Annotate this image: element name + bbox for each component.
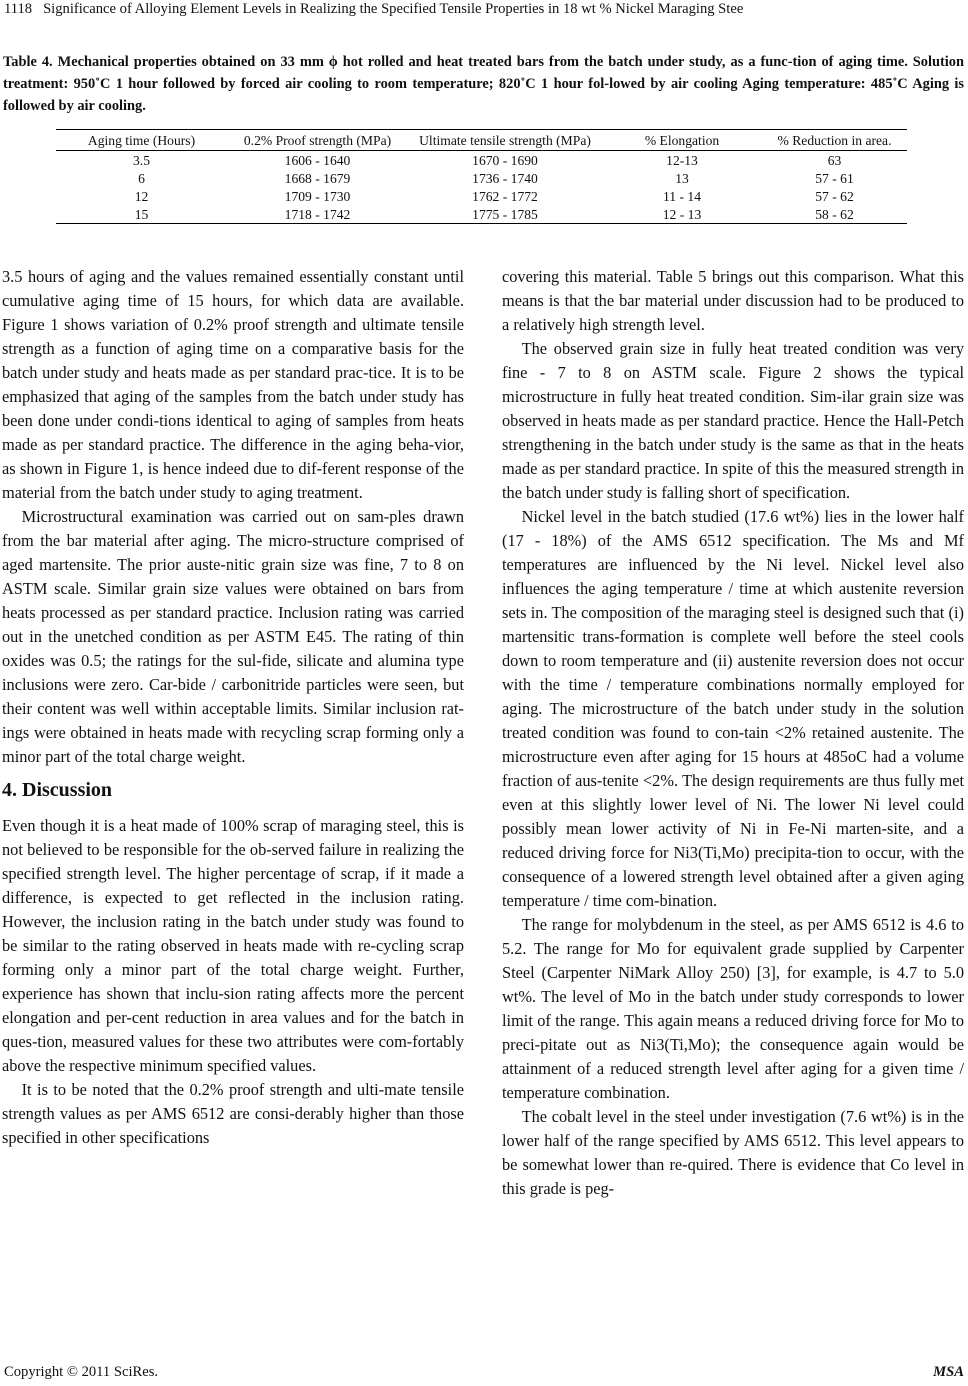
column-header: % Elongation [602,130,762,151]
table-cell: 57 - 61 [815,170,854,186]
table-cell: 12 [134,188,149,204]
table-cell: 15 [56,205,227,224]
table-cell: 1670 - 1690 [472,152,538,168]
paragraph: 3.5 hours of aging and the values remained essentially constant until cumulative aging time of 15 hours, for which data are available. Figure 1 shows variation of 0.2% proof strength and ultimate tensile strength as a function of aging time on a comparative basis for the batch under study and heats made as per standard prac-tice. It is to be emphasized that aging of the samples from the batch under study has been done under condi-tions identical to aging of samples from heats made as per standard practice. The difference in the aging beha-vior, as shown in Figure 1, is hence indeed due to dif-ferent response of the material from the batch under study to aging treatment. [2,267,464,502]
table-cell: 57 - 62 [815,188,854,204]
table-cell: 1606 - 1640 [284,152,351,168]
table-header-row [56,130,907,151]
table-cell: 3.5 [133,152,150,168]
table-row [56,205,907,224]
column-header: Aging time (Hours) [56,130,227,151]
table-cell: 12 - 13 [602,205,762,224]
table-cell: 11 - 14 [662,188,701,204]
table-cell: 1775 - 1785 [408,205,602,224]
column-header: Ultimate tensile strength (MPa) [408,130,602,151]
table-row [56,187,907,205]
paragraph: Microstructural examination was carried out on sam-ples drawn from the bar material after aging. The micro-structure comprised of aged martensite. The prior auste-nitic grain size was fine, 7 to 8 on ASTM scale. Similar grain size values were obtained on bars from heats processed as per standard practice. Inclusion rating was carried out in the unetched condition as per ASTM E45. The rating of thin oxides was 0.5; the ratings for the sul-fide, silicate and alumina type inclusions were zero. Car-bide / carbonitride particles were seen, but their content was well within acceptable limits. Similar inclusion rat-ings were obtained in heats made with recycling scrap forming only a minor part of the total charge weight. [2,507,464,766]
table-row [56,151,907,170]
table-cell: 1709 - 1730 [284,188,351,204]
mechanical-properties-table [56,129,907,224]
column-header: 0.2% Proof strength (MPa) [227,130,408,151]
paragraph: The observed grain size in fully heat treated condition was very fine - 7 to 8 on ASTM scale. Figure 2 shows the typical microstructure in fully heat treated condition. Sim-ilar grain size was observed in heats made as per standard practice. Hence the Hall-Petch strengthening in the batch under study is the same as that in the heats made as per standard practice. In spite of this the measured strength in the batch under study is falling short of specification. [502,339,964,502]
table-cell: 58 - 62 [762,205,907,224]
left-column [2,265,464,1150]
journal-abbreviation: MSA [933,1364,964,1380]
paragraph: The cobalt level in the steel under investigation (7.6 wt%) is in the lower half of the range specified by AMS 6512. This level appears to be somewhat lower than re-quired. There is evidence that Co level in this grade is peg- [502,1107,964,1198]
right-column [502,265,964,1201]
table-cell: 1762 - 1772 [472,188,538,204]
table-cell: 1718 - 1742 [227,205,408,224]
paragraph: The range for molybdenum in the steel, as per AMS 6512 is 4.6 to 5.2. The range for Mo for equivalent grade supplied by Carpenter Steel (Carpenter NiMark Alloy 250) [3], for example, is 4.7 to 5.0 wt%. The level of Mo in the batch under study corresponds to lower limit of the range. This again means a reduced driving force for Mo to preci-pitate out as Ni3(Ti,Mo); the consequence again would be attainment of a reduced strength level after aging for a given time / temperature combination. [502,915,964,1102]
paragraph: Even though it is a heat made of 100% scrap of maraging steel, this is not believed to be responsible for the ob-served failure in realizing the specified strength level. The higher percentage of scrap, if it made a difference, is expected to get reflected in the inclusion rating. However, the inclusion rating in the batch under study was found to be similar to the rating observed in heats made with re-cycling scrap forming only a minor part of the total charge weight. Further, experience has shown that inclu-sion rating affects more the percent elongation and per-cent reduction in area values and for the batch in ques-tion, measured values for these two attributes were com-fortably above the respective minimum specified values. [2,816,464,1075]
running-head [4,0,743,18]
section-heading: 4. Discussion [2,779,113,801]
table-cell: 63 [827,152,842,168]
paragraph: It is to be noted that the 0.2% proof strength and ulti-mate tensile strength values as per AMS 6512 are consi-derably higher than those specified in other specifications [2,1080,464,1147]
table-cell: 1668 - 1679 [284,170,351,186]
table-cell: 12-13 [666,152,698,168]
table-cell: 6 [138,170,145,186]
table-row [56,169,907,187]
table-cell: 1736 - 1740 [472,170,538,186]
paragraph: Nickel level in the batch studied (17.6 wt%) lies in the lower half (17 - 18%) of the AMS 6512 specification. The Ms and Mf temperatures are influenced by the Ni level. Nickel level also influences the aging temperature / time at which austenite reversion sets in. The composition of the maraging steel is designed such that (i) martensitic trans-formation is complete well before the steel cools down to room temperature and (ii) austenite reversion does not occur with the time / temperature combinations normally employed for aging. The microstructure of the batch under study in the solution treated condition was found to con-tain <2% retained austenite. The microstructure even after aging for 15 hours at 485oC had a volume fraction of aus-tenite <2%. The design requirements are thus fully met even at this slightly lower level of Ni. The lower Ni level could possibly mean lower activity of Ni in Fe-Ni marten-site, and a reduced driving force for Ni3(Ti,Mo) precipita-tion to occur, with the consequence of a lowered strength level obtained after a given aging temperature / time com-bination. [502,507,964,910]
table-caption: Table 4. Mechanical properties obtained on 33 mm ϕ hot rolled and heat treated bars from the batch under study, as a func-tion of aging time. Solution treatment: 950˚C 1 hour followed by forced air cooling to room temperature; 820˚C 1 hour fol-lowed by air cooling Aging temperature: 485˚C Aging is followed by air cooling. [3,54,964,114]
page-number: 1118 [4,1,33,17]
copyright-notice: Copyright © 2011 SciRes. [4,1364,159,1380]
paragraph: covering this material. Table 5 brings out this comparison. What this means is that the bar material under discussion had to be produced to a relatively high strength level. [502,267,964,334]
table-cell: 13 [675,170,689,186]
running-title: Significance of Alloying Element Levels in Realizing the Specified Tensile Properties in 18 wt % Nickel Maraging Stee [43,1,744,17]
column-header: % Reduction in area. [762,130,907,151]
